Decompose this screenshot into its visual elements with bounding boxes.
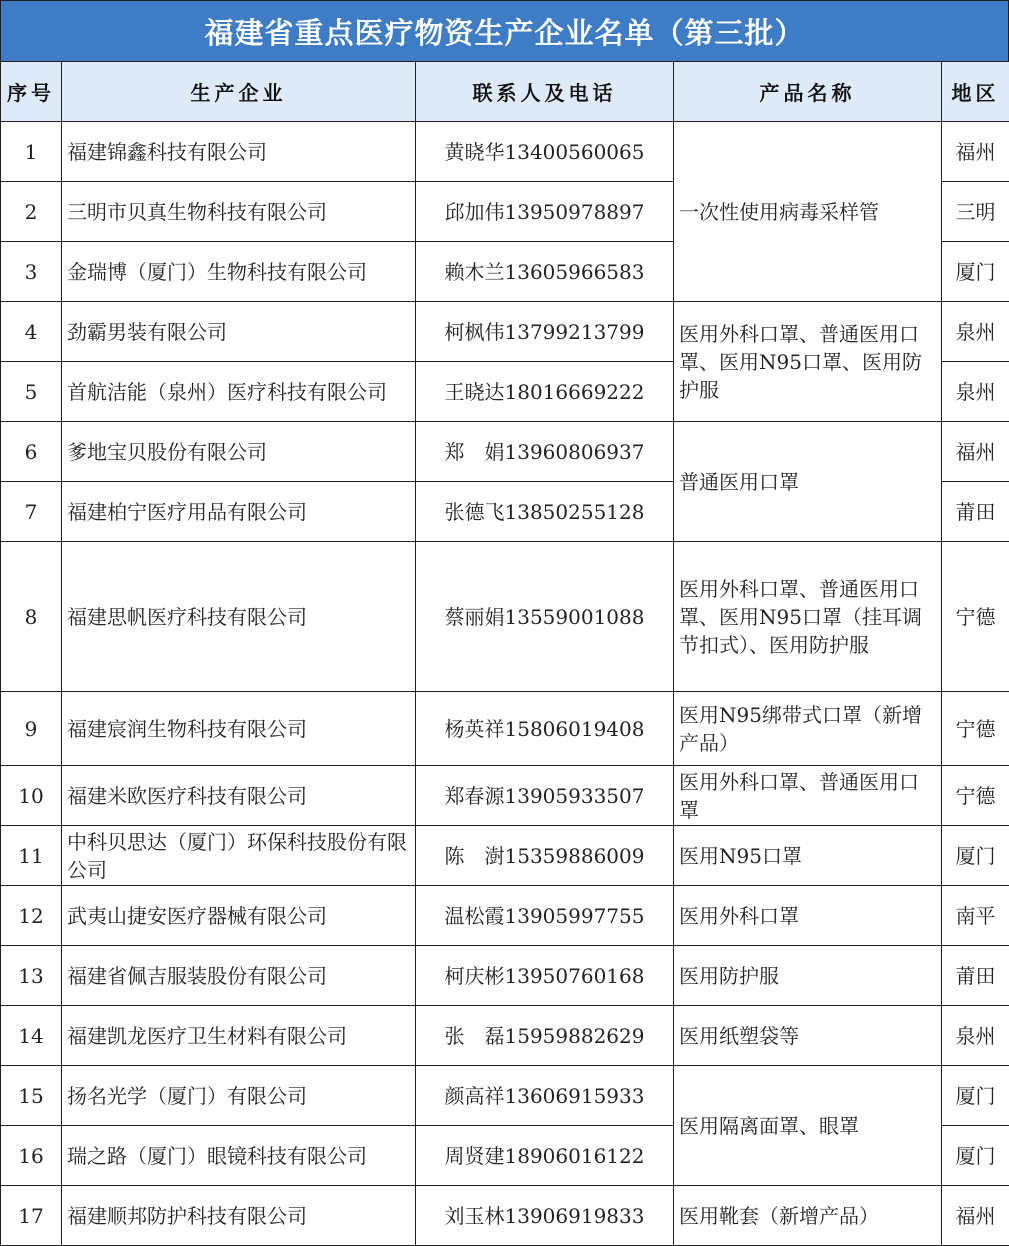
cell-contact: 颜高祥13606915933: [416, 1066, 674, 1126]
table-row: [1, 422, 1009, 482]
table-row: [1, 946, 1009, 1006]
cell-region: 三明: [942, 182, 1009, 242]
header-row: [1, 62, 1009, 122]
header-company: 生产企业: [62, 62, 416, 122]
cell-no: 3: [1, 242, 62, 302]
cell-region: 福州: [942, 122, 1009, 182]
table-row: [1, 122, 1009, 182]
cell-contact: 郑春源13905933507: [416, 766, 674, 826]
cell-contact: 邱加伟13950978897: [416, 182, 674, 242]
cell-no: 1: [1, 122, 62, 182]
cell-region: 莆田: [942, 946, 1009, 1006]
table-row: [1, 542, 1009, 692]
cell-no: 2: [1, 182, 62, 242]
cell-no: 6: [1, 422, 62, 482]
cell-region: 宁德: [942, 692, 1009, 766]
cell-contact: 周贤建18906016122: [416, 1126, 674, 1186]
cell-contact: 温松霞13905997755: [416, 886, 674, 946]
header-region: 地区: [942, 62, 1009, 122]
cell-product: 医用外科口罩、普通医用口罩: [674, 766, 942, 826]
cell-region: 南平: [942, 886, 1009, 946]
cell-company: 金瑞博（厦门）生物科技有限公司: [62, 242, 416, 302]
cell-company: 武夷山捷安医疗器械有限公司: [62, 886, 416, 946]
cell-contact: 王晓达18016669222: [416, 362, 674, 422]
cell-contact: 蔡丽娟13559001088: [416, 542, 674, 692]
cell-product: 医用隔离面罩、眼罩: [674, 1066, 942, 1186]
cell-region: 莆田: [942, 482, 1009, 542]
cell-region: 福州: [942, 1186, 1009, 1246]
header-no: 序号: [1, 62, 62, 122]
cell-contact: 刘玉林13906919833: [416, 1186, 674, 1246]
cell-contact: 柯庆彬13950760168: [416, 946, 674, 1006]
cell-contact: 陈 澍15359886009: [416, 826, 674, 886]
table-row: [1, 1186, 1009, 1246]
table-row: [1, 302, 1009, 362]
table-row: [1, 1066, 1009, 1126]
cell-company: 福建凯龙医疗卫生材料有限公司: [62, 1006, 416, 1066]
cell-product: 医用外科口罩、普通医用口罩、医用N95口罩、医用防护服: [674, 302, 942, 422]
cell-product: 医用外科口罩、普通医用口罩、医用N95口罩（挂耳调节扣式）、医用防护服: [674, 542, 942, 692]
cell-product: 一次性使用病毒采样管: [674, 122, 942, 302]
cell-no: 14: [1, 1006, 62, 1066]
cell-contact: 郑 娟13960806937: [416, 422, 674, 482]
cell-product: 医用N95口罩: [674, 826, 942, 886]
cell-no: 10: [1, 766, 62, 826]
cell-product: 医用外科口罩: [674, 886, 942, 946]
cell-company: 福建顺邦防护科技有限公司: [62, 1186, 416, 1246]
cell-no: 16: [1, 1126, 62, 1186]
cell-contact: 柯枫伟13799213799: [416, 302, 674, 362]
table-row: [1, 692, 1009, 766]
cell-company: 福建省佩吉服装股份有限公司: [62, 946, 416, 1006]
company-table: [0, 61, 1009, 1246]
cell-product: 医用靴套（新增产品）: [674, 1186, 942, 1246]
sheet-title: 福建省重点医疗物资生产企业名单（第三批）: [0, 0, 1009, 62]
cell-no: 13: [1, 946, 62, 1006]
cell-company: 福建宸润生物科技有限公司: [62, 692, 416, 766]
cell-contact: 张德飞13850255128: [416, 482, 674, 542]
cell-company: 福建柏宁医疗用品有限公司: [62, 482, 416, 542]
cell-no: 17: [1, 1186, 62, 1246]
cell-no: 5: [1, 362, 62, 422]
cell-company: 扬名光学（厦门）有限公司: [62, 1066, 416, 1126]
cell-company: 福建锦鑫科技有限公司: [62, 122, 416, 182]
cell-company: 三明市贝真生物科技有限公司: [62, 182, 416, 242]
cell-region: 厦门: [942, 1066, 1009, 1126]
cell-company: 爹地宝贝股份有限公司: [62, 422, 416, 482]
cell-product: 医用防护服: [674, 946, 942, 1006]
cell-region: 厦门: [942, 826, 1009, 886]
cell-contact: 赖木兰13605966583: [416, 242, 674, 302]
cell-product: 普通医用口罩: [674, 422, 942, 542]
cell-region: 厦门: [942, 1126, 1009, 1186]
table-row: [1, 766, 1009, 826]
cell-no: 12: [1, 886, 62, 946]
cell-contact: 黄晓华13400560065: [416, 122, 674, 182]
cell-company: 福建米欧医疗科技有限公司: [62, 766, 416, 826]
cell-region: 宁德: [942, 766, 1009, 826]
cell-no: 9: [1, 692, 62, 766]
cell-no: 7: [1, 482, 62, 542]
cell-region: 宁德: [942, 542, 1009, 692]
cell-product: 医用N95绑带式口罩（新增产品）: [674, 692, 942, 766]
cell-company: 福建思帆医疗科技有限公司: [62, 542, 416, 692]
cell-product: 医用纸塑袋等: [674, 1006, 942, 1066]
cell-contact: 张 磊15959882629: [416, 1006, 674, 1066]
table-row: [1, 1006, 1009, 1066]
cell-region: 泉州: [942, 1006, 1009, 1066]
cell-company: 中科贝思达（厦门）环保科技股份有限公司: [62, 826, 416, 886]
cell-contact: 杨英祥15806019408: [416, 692, 674, 766]
header-product: 产品名称: [674, 62, 942, 122]
cell-region: 泉州: [942, 362, 1009, 422]
cell-no: 11: [1, 826, 62, 886]
cell-company: 瑞之路（厦门）眼镜科技有限公司: [62, 1126, 416, 1186]
table-row: [1, 826, 1009, 886]
cell-region: 厦门: [942, 242, 1009, 302]
cell-no: 4: [1, 302, 62, 362]
cell-region: 福州: [942, 422, 1009, 482]
header-contact: 联系人及电话: [416, 62, 674, 122]
cell-company: 劲霸男装有限公司: [62, 302, 416, 362]
cell-no: 15: [1, 1066, 62, 1126]
cell-no: 8: [1, 542, 62, 692]
cell-company: 首航洁能（泉州）医疗科技有限公司: [62, 362, 416, 422]
cell-region: 泉州: [942, 302, 1009, 362]
table-row: [1, 886, 1009, 946]
